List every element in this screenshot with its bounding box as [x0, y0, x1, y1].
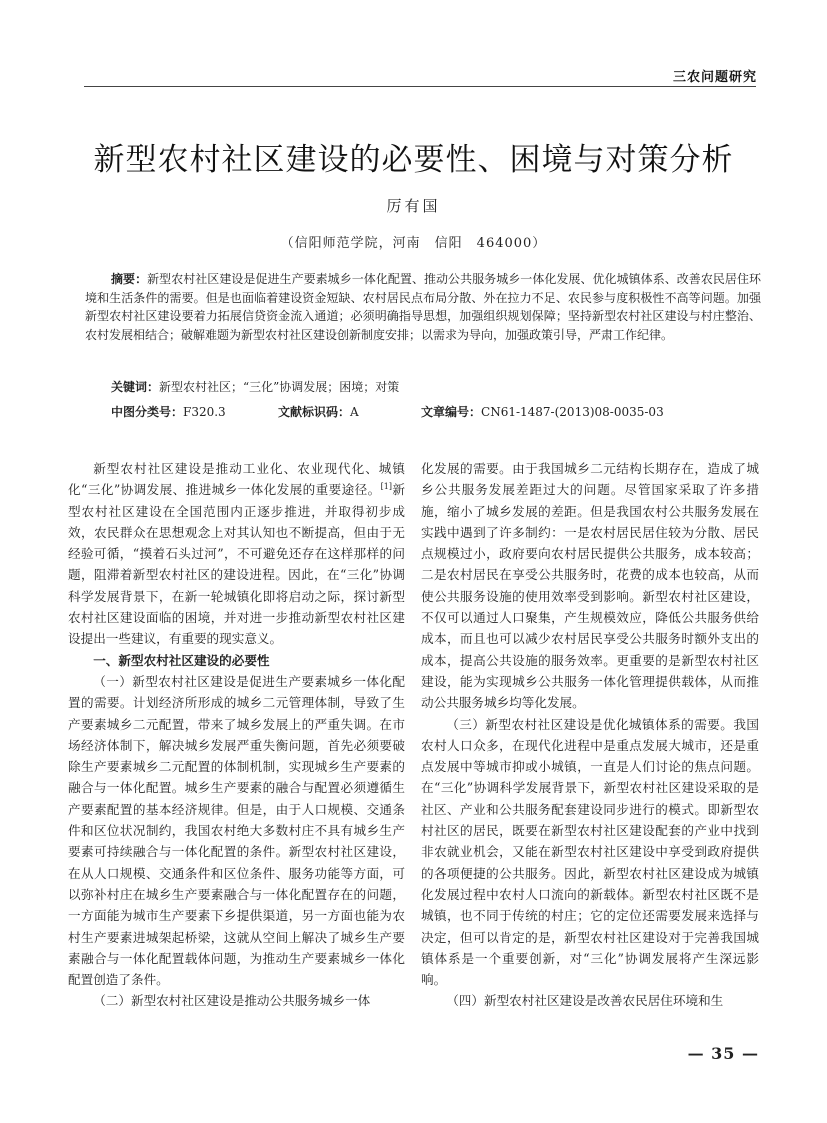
header-rule — [84, 86, 756, 87]
paragraph: （三）新型农村社区建设是优化城镇体系的需要。我国农村人口众多，在现代化进程中是重点发展大城市，还是重点发展中等城市抑或小城镇，一直是人们讨论的焦点问题。在“三化”协调科学发展背景下，新型农村社区建设采取的是社区、产业和公共服务配套建设同步进行的模式。即新型农村社区的居民，既要在新型农村社区建设配套的产业中找到非农就业机会，又能在新型农村社区建设中享受到政府提供的各项便捷的公共服务。因此，新型农村社区建设成为城镇化发展过程中农村人口流向的新载体。新型农村社区既不是城镇，也不同于传统的村庄；它的定位还需要发展来选择与决定，但可以肯定的是，新型农村社区建设对于完善我国城镇体系是一个重要创新，对“三化”协调发展将产生深远影响。 — [421, 716, 759, 988]
abstract — [85, 270, 761, 344]
section-heading: 一、新型农村社区建设的必要性 — [93, 652, 270, 668]
body-column-right — [421, 458, 759, 1012]
body-column-left — [68, 458, 405, 1012]
paragraph: （四）新型农村社区建设是改善农民居住环境和生 — [446, 993, 724, 1009]
clc-field — [111, 403, 226, 421]
paragraph-text: 新型农村社区建设是推动工业化、农业现代化、城镇化“三化”协调发展、推进城乡一体化发展的重要途径。 — [68, 461, 405, 498]
citation-ref: [1] — [380, 482, 392, 492]
keywords-label: 关键词： — [111, 380, 160, 394]
doc-code-label: 文献标识码： — [278, 405, 351, 419]
paragraph — [68, 458, 405, 650]
keywords-text: 新型农村社区；“三化”协调发展；困境；对策 — [159, 380, 400, 394]
doc-code-value: A — [350, 405, 359, 419]
page-number: — 35 — — [687, 1044, 759, 1063]
article-author: 厉有国 — [386, 197, 441, 215]
paragraph: 化发展的需要。由于我国城乡二元结构长期存在，造成了城乡公共服务发展差距过大的问题。尽管国家采取了许多措施，缩小了城乡发展的差距。但是我国农村公共服务发展在实践中遇到了许多制约：一是农村居民居住较为分散、居民点规模过小，政府要向农村居民提供公共服务，成本较高；二是农村居民在享受公共服务时，花费的成本也较高，从而使公共服务设施的使用效率受到影响。新型农村社区建设，不仅可以通过人口聚集，产生规模效应，降低公共服务供给成本，而且也可以减少农村居民享受公共服务时额外支出的成本，提高公共设施的服务效率。更重要的是新型农村社区建设，能为实现城乡公共服务一体化管理提供载体，从而推动公共服务城乡均等化发展。 — [421, 461, 759, 711]
paragraph: （二）新型农村社区建设是推动公共服务城乡一体 — [93, 993, 371, 1009]
article-affiliation: （信阳师范学院，河南 信阳 464000） — [280, 236, 547, 251]
doc-code-field — [278, 403, 359, 421]
article-number-value: CN61-1487-(2013)08-0035-03 — [481, 405, 664, 419]
clc-value: F320.3 — [183, 405, 226, 419]
article-number-field — [421, 403, 664, 421]
abstract-label: 摘要： — [111, 272, 148, 286]
paragraph-text: 新型农村社区建设在全国范围内正逐步推进，并取得初步成效，农民群众在思想观念上对其认知也不断提高，但由于无经验可循，“摸着石头过河”，不可避免还存在这样那样的问题，阻滞着新型农村社区的建设进程。因此，在“三化”协调科学发展背景下，在新一轮城镇化即将启动之际，探讨新型农村社区建设面临的困境，并对进一步推动新型农村社区建设提出一些建议，有重要的现实意义。 — [68, 482, 405, 647]
article-number-label: 文章编号： — [421, 405, 482, 419]
paragraph: （一）新型农村社区建设是促进生产要素城乡一体化配置的需要。计划经济所形成的城乡二元管理体制，导致了生产要素城乡二元配置，带来了城乡发展上的严重失调。在市场经济体制下，解决城乡发展严重失衡问题，首先必须要破除生产要素城乡二元配置的体制机制，实现城乡生产要素的融合与一体化配置。城乡生产要素的融合与配置必须遵循生产要素配置的基本经济规律。但是，由于人口规模、交通条件和区位状况制约，我国农村绝大多数村庄不具有城乡生产要素可持续融合与一体化配置的条件。新型农村社区建设，在从人口规模、交通条件和区位条件、服务功能等方面，可以弥补村庄在城乡生产要素融合与一体化配置存在的问题，一方面能为城市生产要素下乡提供渠道，另一方面也能为农村生产要素进城架起桥梁，这就从空间上解决了城乡生产要素融合与一体化配置载体问题，为推动生产要素城乡一体化配置创造了条件。 — [68, 673, 405, 988]
clc-label: 中图分类号： — [111, 405, 184, 419]
abstract-text: 新型农村社区建设是促进生产要素城乡一体化配置、推动公共服务城乡一体化发展、优化城镇体系、改善农民居住环境和生活条件的需要。但是也面临着建设资金短缺、农村居民点布局分散、外在拉力不足、农民参与度积极性不高等问题。加强新型农村社区建设要着力拓展信贷资金流入通道；必须明确指导思想，加强组织规划保障；坚持新型农村社区建设与村庄整治、农村发展相结合；破解难题为新型农村社区建设创新制度安排；以需求为导向，加强政策引导，严肃工作纪律。 — [85, 272, 761, 342]
keywords — [111, 378, 761, 396]
header-section-label: 三农问题研究 — [672, 70, 757, 85]
article-title: 新型农村社区建设的必要性、困境与对策分析 — [93, 142, 734, 178]
